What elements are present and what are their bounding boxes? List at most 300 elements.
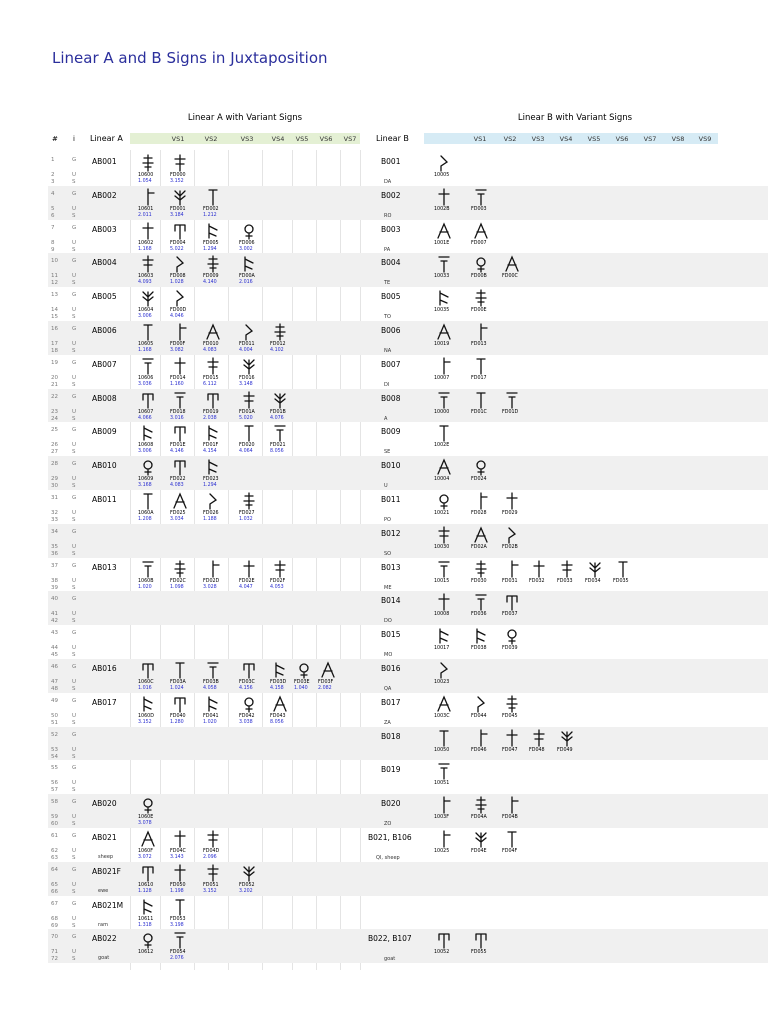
header-linear-b: Linear B (376, 134, 409, 143)
linear-b-code: FD007 (471, 240, 487, 246)
linear-a-reference: 4.058 (203, 686, 217, 691)
page-title: Linear A and B Signs in Juxtaposition (52, 49, 328, 67)
row-type: U (72, 814, 77, 821)
linear-a-code: FD020 (239, 443, 255, 449)
linear-b-glyph (472, 559, 490, 579)
linear-a-code: FD03A (170, 680, 186, 685)
linear-a-code: FD052 (239, 882, 255, 888)
linear-a-code: FD02F (270, 578, 286, 584)
row-number: 5 (51, 205, 55, 212)
linear-a-code: 1060C (138, 680, 154, 685)
linear-b-glyph (435, 525, 453, 545)
linear-b-code: FD039 (502, 646, 518, 652)
linear-a-glyph (139, 795, 157, 815)
linear-a-code: FD009 (203, 274, 219, 280)
linear-b-syllable: DO (384, 618, 392, 625)
row-number: 25 (51, 427, 58, 434)
linear-b-code: 10052 (434, 950, 450, 956)
row-type: G (72, 495, 77, 501)
linear-b-glyph (435, 390, 453, 410)
linear-a-code: FD01E (170, 443, 186, 449)
linear-a-reference: 1.020 (203, 719, 217, 725)
linear-a-code: FD01F (203, 443, 219, 449)
row-type: S (72, 381, 76, 388)
linear-a-code: 10612 (138, 950, 154, 956)
linear-b-glyph (472, 829, 490, 849)
linear-a-glyph (171, 930, 189, 950)
linear-b-code: FD028 (471, 511, 487, 516)
linear-a-code: 10611 (138, 916, 154, 922)
linear-a-reference: 1.020 (138, 584, 152, 590)
linear-a-sign-id: AB021F (92, 866, 121, 876)
row-number: 32 (51, 510, 58, 516)
linear-a-glyph (139, 930, 157, 950)
linear-a-sign-id: AB006 (92, 326, 117, 335)
linear-a-glyph (295, 660, 313, 680)
linear-b-code: FD038 (471, 646, 487, 652)
row-number: 9 (51, 246, 55, 253)
linear-a-reference: 6.112 (203, 381, 217, 387)
linear-b-code: 1002B (434, 206, 450, 212)
linear-b-glyph (472, 592, 490, 612)
linear-a-reference: 3.152 (170, 179, 184, 184)
linear-b-glyph (472, 322, 490, 342)
linear-a-sign-id: AB021 (92, 833, 117, 842)
linear-b-sign-id: B009 (381, 427, 401, 437)
row-type: G (72, 461, 77, 468)
linear-a-glyph (139, 491, 157, 511)
row-number: 52 (51, 731, 58, 738)
linear-a-reference: 5.022 (170, 246, 184, 252)
linear-a-reference: 3.072 (138, 855, 152, 860)
linear-a-reference: 1.024 (170, 686, 184, 691)
linear-b-glyph (435, 491, 453, 511)
linear-a-glyph (204, 491, 222, 511)
linear-a-reference: 1.318 (138, 922, 152, 928)
linear-a-glyph (139, 153, 157, 173)
linear-a-code: FD018 (170, 409, 186, 415)
row-number: 37 (51, 562, 58, 569)
linear-b-code: 1003C (434, 713, 450, 719)
linear-b-glyph (435, 795, 453, 815)
linear-b-variant-header: VS7 (643, 135, 657, 143)
linear-a-glyph (204, 694, 222, 714)
linear-b-syllable: DA (384, 179, 392, 185)
row-number: 48 (51, 686, 58, 692)
linear-b-glyph (472, 390, 490, 410)
row-type: G (72, 528, 77, 535)
linear-b-code: FD024 (471, 477, 487, 483)
row-type: G (72, 934, 77, 941)
linear-a-code: 10601 (138, 206, 154, 212)
row-type: U (72, 408, 77, 415)
linear-a-glyph (139, 423, 157, 443)
linear-a-reference: 2.011 (138, 212, 152, 218)
row-number: 49 (51, 697, 58, 704)
row-number: 4 (51, 190, 55, 197)
linear-a-gloss: goat (98, 955, 110, 962)
linear-b-variant-header: VS4 (559, 135, 573, 143)
linear-a-reference: 1.212 (203, 212, 217, 218)
linear-b-code: 10050 (434, 747, 450, 753)
row-type: U (72, 679, 77, 685)
linear-b-sign-id: B008 (381, 393, 401, 403)
linear-a-sign-id: AB010 (92, 461, 117, 471)
row-number: 8 (51, 239, 55, 246)
linear-b-code: FD036 (471, 612, 487, 618)
row-number: 3 (51, 179, 55, 185)
row-type: G (72, 833, 77, 839)
linear-a-reference: 4.004 (239, 348, 253, 353)
row-type: U (72, 510, 77, 516)
linear-a-glyph (204, 457, 222, 477)
row-number: 10 (51, 258, 58, 265)
linear-b-glyph (435, 153, 453, 173)
row-number: 55 (51, 765, 58, 772)
linear-a-variant-header: VS5 (295, 135, 309, 143)
linear-a-code: 10607 (138, 409, 154, 415)
row-number: 35 (51, 543, 58, 550)
linear-a-code: FD03E (294, 680, 310, 685)
linear-a-code: FD01A (239, 409, 255, 415)
linear-b-syllable: MO (384, 652, 393, 659)
row-type: G (72, 190, 77, 197)
linear-b-code: 10023 (434, 680, 450, 685)
linear-a-reference: 4.158 (270, 686, 284, 691)
linear-a-sign-id: AB021M (92, 900, 124, 910)
linear-a-sign-id: AB004 (92, 258, 117, 268)
linear-b-code: FD033 (557, 578, 573, 584)
row-number: 13 (51, 292, 58, 299)
linear-b-glyph (558, 559, 576, 579)
row-number: 61 (51, 833, 58, 839)
linear-b-code: FD032 (529, 578, 545, 584)
row-type: U (72, 712, 77, 719)
row-number: 41 (51, 611, 58, 618)
linear-b-code: 1001E (434, 240, 450, 246)
row-type: S (72, 550, 76, 557)
linear-a-sign-id: AB008 (92, 393, 117, 403)
linear-b-glyph (472, 288, 490, 308)
row-number: 56 (51, 780, 58, 787)
linear-b-sign-id: B012 (381, 528, 401, 538)
row-number: 27 (51, 449, 58, 456)
row-number: 23 (51, 408, 58, 415)
linear-a-sign-id: AB016 (92, 664, 117, 673)
row-number: 30 (51, 483, 58, 490)
linear-b-sign-id: B002 (381, 190, 401, 200)
row-shade (48, 591, 768, 625)
linear-a-reference: 1.032 (239, 517, 253, 522)
row-number: 70 (51, 934, 58, 941)
linear-a-code: FD03B (203, 680, 219, 685)
linear-b-syllable: PA (384, 246, 391, 253)
linear-a-glyph (240, 491, 258, 511)
row-number: 58 (51, 799, 58, 806)
row-number: 2 (51, 172, 55, 178)
linear-a-reference: 1.098 (170, 584, 184, 590)
linear-a-glyph (204, 356, 222, 376)
linear-b-code: FD048 (529, 747, 545, 753)
linear-b-code: 10035 (434, 308, 450, 314)
linear-b-glyph (530, 559, 548, 579)
linear-a-reference: 1.128 (138, 888, 152, 894)
linear-b-sign-id: B015 (381, 630, 401, 640)
row-number: 16 (51, 326, 58, 332)
row-type: S (72, 956, 76, 963)
linear-a-glyph (139, 356, 157, 376)
linear-a-reference: 3.078 (138, 821, 152, 827)
linear-a-reference: 3.152 (138, 719, 152, 725)
linear-a-reference: 3.198 (170, 922, 184, 928)
row-type: S (72, 280, 76, 287)
linear-b-code: 10015 (434, 578, 450, 584)
linear-a-code: FD021 (270, 443, 286, 449)
linear-b-glyph (503, 626, 521, 646)
linear-a-reference: 1.168 (138, 348, 152, 353)
row-number: 43 (51, 630, 58, 637)
row-number: 63 (51, 855, 58, 861)
linear-b-glyph (472, 930, 490, 950)
row-number: 33 (51, 517, 58, 523)
linear-a-sign-id: AB007 (92, 359, 117, 369)
linear-b-sign-id: B010 (381, 461, 401, 471)
linear-b-glyph (435, 322, 453, 342)
linear-b-syllable: NA (384, 348, 392, 354)
linear-b-code: 10004 (434, 477, 450, 483)
linear-b-syllable: ME (384, 584, 392, 591)
header-num: # (52, 135, 58, 143)
row-number: 71 (51, 949, 58, 956)
linear-a-code: FD019 (203, 409, 219, 415)
linear-b-glyph (558, 728, 576, 748)
row-number: 40 (51, 596, 58, 603)
linear-a-reference: 3.028 (203, 584, 217, 590)
linear-b-glyph (503, 525, 521, 545)
linear-b-glyph (472, 795, 490, 815)
linear-a-sign-id: AB005 (92, 292, 117, 302)
row-type: G (72, 900, 77, 907)
linear-a-reference: 4.156 (239, 686, 253, 691)
linear-b-glyph (435, 187, 453, 207)
linear-b-glyph (472, 356, 490, 376)
row-type: U (72, 374, 77, 381)
linear-b-glyph (503, 829, 521, 849)
linear-b-variant-header: VS9 (698, 135, 712, 143)
linear-a-glyph (271, 390, 289, 410)
linear-a-glyph (139, 390, 157, 410)
linear-a-glyph (204, 221, 222, 241)
row-number: 31 (51, 495, 58, 501)
linear-b-code: 10019 (434, 342, 450, 347)
linear-a-glyph (171, 288, 189, 308)
linear-a-glyph (139, 660, 157, 680)
linear-a-code: 10605 (138, 342, 154, 347)
row-type: U (72, 307, 77, 314)
linear-b-code: 10033 (434, 274, 450, 280)
linear-a-glyph (171, 897, 189, 917)
linear-a-glyph (171, 187, 189, 207)
linear-a-glyph (240, 559, 258, 579)
linear-b-glyph (435, 694, 453, 714)
header-linear-a: Linear A (90, 134, 123, 143)
linear-b-glyph (435, 221, 453, 241)
linear-b-sign-id: B013 (381, 562, 401, 572)
linear-a-reference: 4.047 (239, 584, 253, 590)
linear-a-reference: 4.140 (203, 280, 217, 286)
linear-b-sign-id: B003 (381, 224, 401, 234)
linear-a-code: FD03D (270, 680, 287, 685)
linear-a-code: FD015 (203, 375, 219, 381)
linear-a-reference: 1.280 (170, 719, 184, 725)
row-type: G (72, 258, 77, 265)
row-shade (48, 524, 768, 558)
row-type: G (72, 427, 77, 434)
linear-a-glyph (171, 390, 189, 410)
linear-b-syllable: TE (384, 280, 391, 287)
row-type: G (72, 292, 77, 299)
linear-a-gloss: ewe (98, 887, 109, 894)
row-type: S (72, 855, 76, 861)
row-number: 67 (51, 900, 58, 907)
linear-a-code: 1060F (138, 849, 153, 854)
linear-a-reference: 2.038 (203, 415, 217, 421)
linear-b-code: FD055 (471, 950, 487, 956)
linear-a-reference: 1.294 (203, 483, 217, 489)
linear-b-code: FD030 (471, 578, 487, 584)
linear-a-reference: 4.083 (203, 348, 217, 353)
linear-a-code: FD004 (170, 240, 186, 246)
row-type: S (72, 483, 76, 490)
row-number: 62 (51, 848, 58, 854)
linear-a-code: FD050 (170, 882, 186, 888)
linear-b-glyph (435, 254, 453, 274)
linear-a-glyph (139, 694, 157, 714)
linear-b-code: FD034 (585, 578, 601, 584)
linear-b-glyph (435, 592, 453, 612)
linear-a-code: FD010 (203, 342, 219, 347)
linear-b-glyph (435, 423, 453, 443)
linear-a-sign-id: AB020 (92, 799, 117, 809)
row-type: S (72, 212, 76, 219)
row-number: 29 (51, 476, 58, 483)
row-type: G (72, 697, 77, 704)
linear-b-glyph (503, 694, 521, 714)
linear-a-glyph (240, 423, 258, 443)
linear-a-sign-id: AB022 (92, 934, 117, 944)
row-number: 6 (51, 212, 55, 219)
linear-a-reference: 8.056 (270, 449, 284, 455)
linear-a-code: 1060B (138, 578, 154, 584)
linear-a-code: FD04D (203, 849, 220, 854)
linear-b-syllable: PO (384, 517, 391, 523)
linear-a-glyph (204, 660, 222, 680)
row-number: 14 (51, 307, 58, 314)
row-type: U (72, 442, 77, 449)
row-type: S (72, 652, 76, 659)
linear-a-code: 1060D (138, 713, 154, 719)
row-number: 15 (51, 314, 58, 321)
row-type: U (72, 273, 77, 280)
row-type: U (72, 848, 77, 854)
linear-a-reference: 3.016 (170, 415, 184, 421)
linear-a-sign-id: AB003 (92, 224, 117, 234)
linear-b-glyph (472, 221, 490, 241)
linear-b-code: 1003F (434, 815, 449, 821)
row-type: U (72, 949, 77, 956)
linear-a-variant-header: VS3 (240, 135, 254, 143)
row-type: S (72, 922, 76, 929)
linear-b-code: FD047 (502, 747, 518, 753)
linear-b-code: 10017 (434, 646, 450, 652)
row-type: G (72, 562, 77, 569)
linear-b-syllable: RO (384, 212, 392, 219)
linear-a-glyph (139, 897, 157, 917)
row-type: U (72, 341, 77, 347)
linear-b-code: FD049 (557, 747, 573, 753)
linear-a-code: FD027 (239, 511, 255, 516)
row-type: S (72, 348, 76, 354)
linear-a-reference: 4.076 (270, 415, 284, 421)
linear-b-sign-id: B001 (381, 157, 401, 166)
linear-a-glyph (204, 322, 222, 342)
linear-a-code: FD025 (170, 511, 186, 516)
row-type: U (72, 746, 77, 753)
linear-a-code: FD022 (170, 477, 186, 483)
linear-a-code: FD016 (239, 375, 255, 381)
linear-b-glyph (503, 592, 521, 612)
linear-a-glyph (204, 390, 222, 410)
linear-a-glyph (171, 457, 189, 477)
linear-b-glyph (435, 626, 453, 646)
linear-a-reference: 4.102 (270, 348, 284, 353)
linear-a-code: FD02E (239, 578, 255, 584)
header-type: i (73, 135, 75, 143)
row-type: S (72, 719, 76, 726)
linear-a-reference: 4.046 (170, 314, 184, 320)
linear-a-variant-header: VS7 (343, 135, 357, 143)
linear-a-reference: 3.034 (170, 517, 184, 522)
linear-a-reference: 4.093 (138, 280, 152, 286)
linear-a-code: FD042 (239, 713, 255, 719)
linear-a-glyph (204, 829, 222, 849)
row-type: S (72, 888, 76, 895)
linear-b-sign-id: B011 (381, 495, 401, 504)
linear-b-glyph (503, 390, 521, 410)
linear-b-sign-id: B016 (381, 664, 401, 673)
linear-a-code: 10608 (138, 443, 154, 449)
linear-a-code: 1060A (138, 511, 154, 516)
linear-b-glyph (586, 559, 604, 579)
row-type: U (72, 645, 77, 652)
linear-a-glyph (204, 254, 222, 274)
linear-b-variant-header: VS8 (671, 135, 685, 143)
row-type: G (72, 630, 77, 637)
row-type: S (72, 821, 76, 828)
linear-b-code: 10005 (434, 173, 450, 178)
row-type: S (72, 314, 76, 321)
row-number: 26 (51, 442, 58, 449)
linear-a-reference: 1.208 (138, 517, 152, 522)
linear-b-glyph (614, 559, 632, 579)
linear-a-glyph (139, 863, 157, 883)
linear-b-glyph (435, 829, 453, 849)
linear-a-sign-id: AB011 (92, 495, 117, 504)
linear-b-code: 10025 (434, 849, 450, 854)
linear-a-code: FD008 (170, 274, 186, 280)
row-number: 60 (51, 821, 58, 828)
linear-b-glyph (435, 559, 453, 579)
